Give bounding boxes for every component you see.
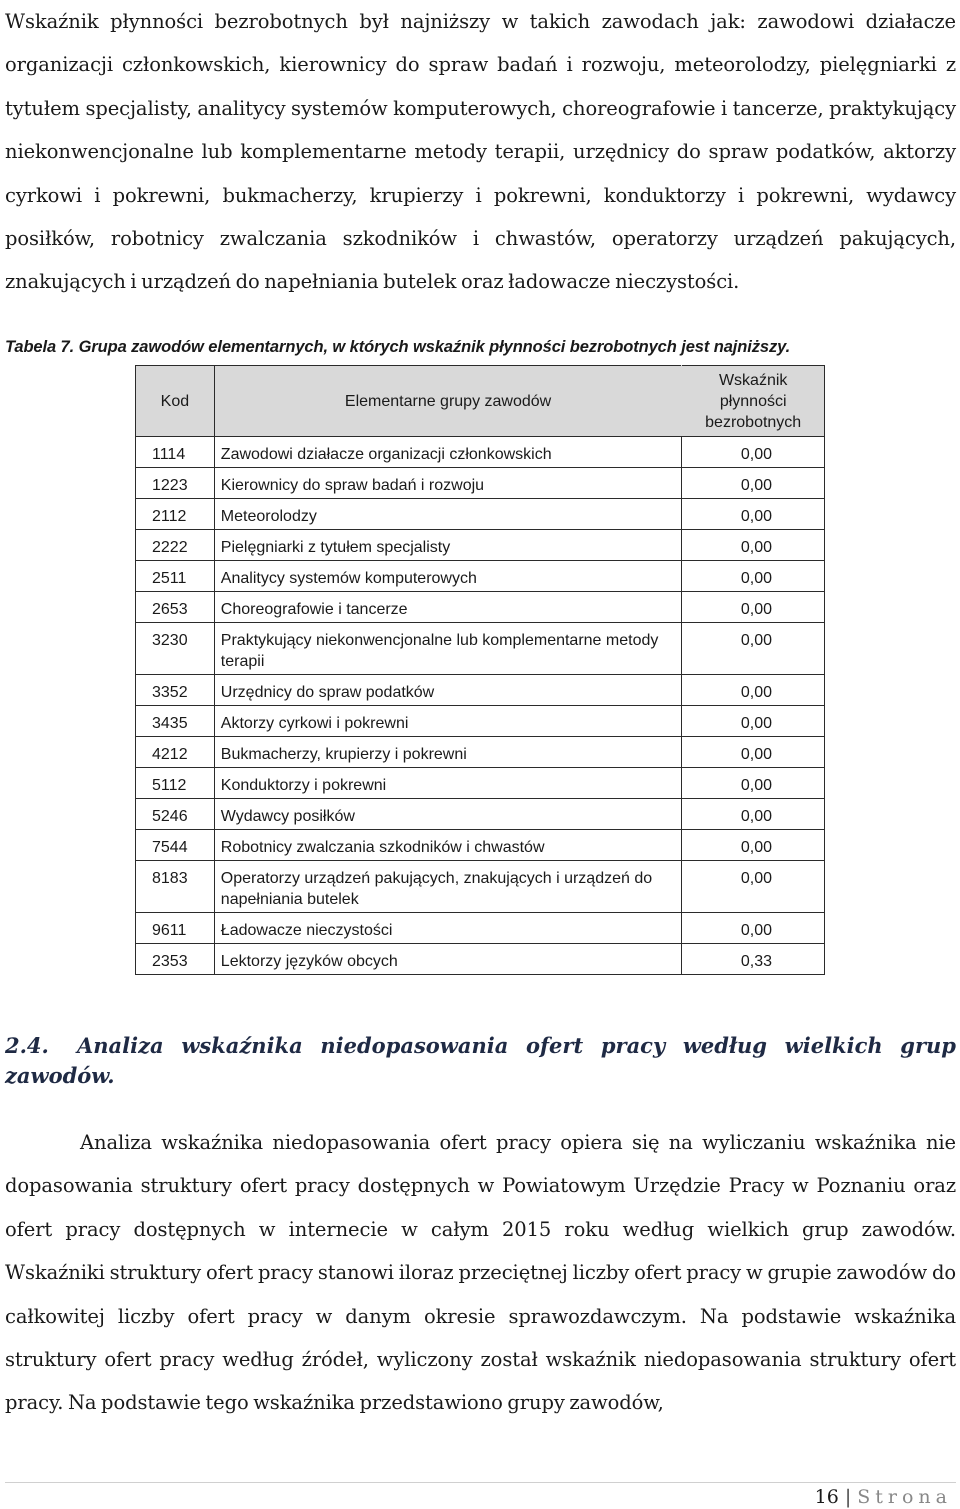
cell-kod: 3435	[136, 706, 215, 737]
cell-kod: 2112	[136, 499, 215, 530]
cell-desc: Konduktorzy i pokrewni	[214, 768, 682, 799]
cell-value: 0,00	[682, 468, 825, 499]
intro-paragraph: Wskaźnik płynności bezrobotnych był najniższy w takich zawodach jak: zawodowi działacze organizacji członkowskich, kierownicy do spraw badań i rozwoju, meteorolodzy, pielęgniarki z tytułem specjalisty, analitycy systemów komputerowych, choreografowie i tancerze, praktykujący niekonwencjonalne lub komplementarne metody terapii, urzędnicy do spraw podatków, aktorzy cyrkowi i pokrewni, bukmacherzy, krupierzy i pokrewni, konduktorzy i pokrewni, wydawcy posiłków, robotnicy zwalczania szkodników i chwastów, operatorzy urządzeń pakujących, znakujących i urządzeń do napełniania butelek oraz ładowacze nieczystości.	[5, 10, 956, 294]
cell-kod: 2511	[136, 561, 215, 592]
table-caption: Tabela 7. Grupa zawodów elementarnych, w których wskaźnik płynności bezrobotnych jest najniższy.	[5, 338, 791, 356]
cell-value: 0,00	[682, 530, 825, 561]
cell-desc: Analitycy systemów komputerowych	[214, 561, 682, 592]
section-title: Analiza wskaźnika niedopasowania ofert pracy według wielkich grup zawodów.	[5, 1033, 956, 1088]
cell-value: 0,00	[682, 706, 825, 737]
cell-kod: 3230	[136, 623, 215, 675]
header-desc: Elementarne grupy zawodów	[214, 366, 682, 437]
table-row	[136, 944, 825, 975]
cell-desc: Bukmacherzy, krupierzy i pokrewni	[214, 737, 682, 768]
cell-value: 0,00	[682, 830, 825, 861]
page-label: Strona	[857, 1486, 952, 1508]
cell-value: 0,00	[682, 799, 825, 830]
section-number: 2.4.	[5, 1033, 49, 1058]
cell-desc: Meteorolodzy	[214, 499, 682, 530]
table-body	[136, 437, 825, 975]
table-row	[136, 913, 825, 944]
page-footer	[815, 1486, 952, 1508]
table-row	[136, 706, 825, 737]
cell-value: 0,00	[682, 861, 825, 913]
cell-kod: 2653	[136, 592, 215, 623]
cell-value: 0,00	[682, 499, 825, 530]
cell-desc: Zawodowi działacze organizacji członkowskich	[214, 437, 682, 468]
cell-value: 0,00	[682, 437, 825, 468]
header-kod: Kod	[136, 366, 215, 437]
footer-separator: |	[844, 1486, 852, 1508]
cell-value: 0,33	[682, 944, 825, 975]
table-row	[136, 468, 825, 499]
table-row	[136, 623, 825, 675]
table-row	[136, 830, 825, 861]
cell-kod: 3352	[136, 675, 215, 706]
footer-divider	[5, 1482, 956, 1483]
cell-value: 0,00	[682, 623, 825, 675]
table-row	[136, 768, 825, 799]
cell-value: 0,00	[682, 913, 825, 944]
table-row	[136, 437, 825, 468]
table-row	[136, 561, 825, 592]
cell-desc: Pielęgniarki z tytułem specjalisty	[214, 530, 682, 561]
header-value-line2: płynności	[719, 392, 787, 410]
cell-kod: 9611	[136, 913, 215, 944]
cell-kod: 7544	[136, 830, 215, 861]
cell-value: 0,00	[682, 768, 825, 799]
cell-value: 0,00	[682, 592, 825, 623]
header-value-line1: Wskaźnik	[718, 371, 788, 389]
page-number: 16	[814, 1486, 839, 1508]
table-row	[136, 675, 825, 706]
cell-desc: Ładowacze nieczystości	[214, 913, 682, 944]
cell-kod: 1114	[136, 437, 215, 468]
cell-desc: Wydawcy posiłków	[214, 799, 682, 830]
header-value-line3: bezrobotnych	[705, 413, 802, 431]
table-row	[136, 499, 825, 530]
table-header-row	[136, 366, 825, 437]
cell-desc: Aktorzy cyrkowi i pokrewni	[214, 706, 682, 737]
cell-desc: Robotnicy zwalczania szkodników i chwastów	[214, 830, 682, 861]
section-heading	[5, 1031, 956, 1091]
body-paragraph: Analiza wskaźnika niedopasowania ofert pracy opiera się na wyliczaniu wskaźnika nie dopasowania struktury ofert pracy dostępnych w Powiatowym Urzędzie Pracy w Poznaniu oraz ofert pracy dostępnych w internecie w całym 2015 roku według wielkich grup zawodów. Wskaźniki struktury ofert pracy stanowi iloraz przeciętnej liczby ofert pracy w grupie zawodów do całkowitej liczby ofert pracy w danym okresie sprawozdawczym. Na podstawie wskaźnika struktury ofert pracy według źródeł, wyliczony został wskaźnik niedopasowania struktury ofert pracy. Na podstawie tego wskaźnika przedstawiono grupy zawodów,	[5, 1131, 956, 1415]
cell-kod: 1223	[136, 468, 215, 499]
occupations-table	[135, 365, 825, 975]
table-row	[136, 861, 825, 913]
cell-desc: Choreografowie i tancerze	[214, 592, 682, 623]
cell-desc: Lektorzy języków obcych	[214, 944, 682, 975]
cell-value: 0,00	[682, 561, 825, 592]
table-row	[136, 592, 825, 623]
header-value	[682, 366, 825, 437]
cell-kod: 5246	[136, 799, 215, 830]
cell-kod: 5112	[136, 768, 215, 799]
cell-desc: Kierownicy do spraw badań i rozwoju	[214, 468, 682, 499]
cell-kod: 2353	[136, 944, 215, 975]
cell-kod: 4212	[136, 737, 215, 768]
cell-desc: Operatorzy urządzeń pakujących, znakujących i urządzeń do napełniania butelek	[214, 861, 682, 913]
cell-desc: Urzędnicy do spraw podatków	[214, 675, 682, 706]
cell-value: 0,00	[682, 737, 825, 768]
table-row	[136, 799, 825, 830]
cell-desc: Praktykujący niekonwencjonalne lub komplementarne metody terapii	[214, 623, 682, 675]
table-row	[136, 737, 825, 768]
cell-value: 0,00	[682, 675, 825, 706]
cell-kod: 2222	[136, 530, 215, 561]
table-row	[136, 530, 825, 561]
cell-kod: 8183	[136, 861, 215, 913]
